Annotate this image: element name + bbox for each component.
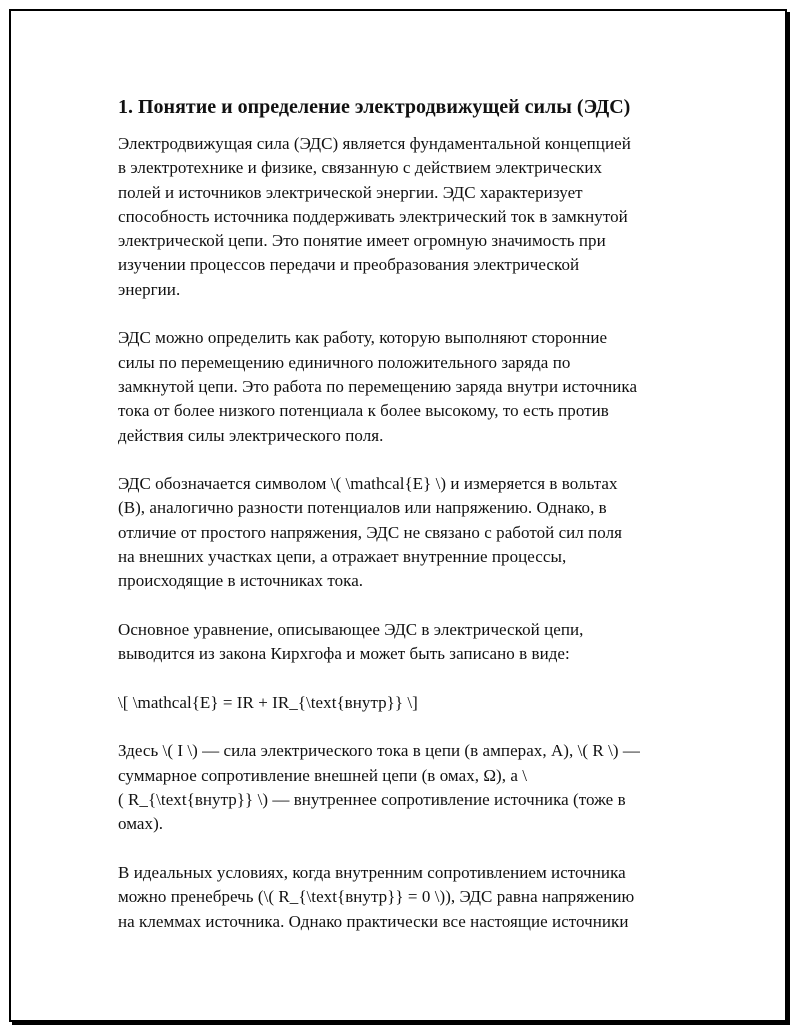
document-body	[118, 93, 688, 958]
section-heading: 1. Понятие и определение электродвижущей силы (ЭДС)	[118, 96, 631, 118]
text-line: можно пренебречь (\( R_{\text{внутр}} = 0 \)), ЭДС равна напряжению	[118, 887, 635, 907]
text-line: (В), аналогично разности потенциалов или напряжению. Однако, в	[118, 498, 607, 518]
text-line: на клеммах источника. Однако практически все настоящие источники	[118, 911, 629, 931]
text-line: ЭДС обозначается символом \( \mathcal{E} \) и измеряется в вольтах	[118, 474, 618, 494]
text-line: на внешних участках цепи, а отражает внутренние процессы,	[118, 547, 567, 567]
text-line: Основное уравнение, описывающее ЭДС в электрической цепи,	[118, 619, 584, 639]
text-line: силы по перемещению единичного положительного заряда по	[118, 352, 571, 372]
text-line: ЭДС можно определить как работу, которую выполняют сторонние	[118, 328, 608, 348]
text-line: способность источника поддерживать электрический ток в замкнутой	[118, 206, 628, 226]
paragraph-ideal-conditions	[118, 861, 688, 934]
paragraph-variables	[118, 739, 688, 836]
text-line: тока от более низкого потенциала к более высокому, то есть против	[118, 401, 609, 421]
text-line: Здесь \( I \) — сила электрического тока в цепи (в амперах, А), \( R \) —	[118, 741, 640, 761]
text-line: энергии.	[118, 279, 181, 299]
text-line: Электродвижущая сила (ЭДС) является фундаментальной концепцией	[118, 134, 631, 153]
text-line: омах).	[118, 814, 164, 834]
paragraph-definition	[118, 326, 688, 447]
text-line: ( R_{\text{внутр}} \) — внутреннее сопротивление источника (тоже в	[118, 790, 626, 810]
text-line: выводится из закона Кирхгофа и может быть записано в виде:	[118, 644, 570, 664]
text-line: суммарное сопротивление внешней цепи (в омах, Ω), а \	[118, 765, 528, 785]
text-line: изучении процессов передачи и преобразования электрической	[118, 255, 580, 275]
equation-line	[118, 691, 688, 715]
text-line: \[ \mathcal{E} = IR + IR_{\text{внутр}} \]	[118, 692, 418, 712]
paragraph-equation-intro	[118, 618, 688, 667]
text-line: замкнутой цепи. Это работа по перемещению заряда внутри источника	[118, 376, 638, 396]
text-line: отличие от простого напряжения, ЭДС не связано с работой сил поля	[118, 522, 623, 542]
text-line: электрической цепи. Это понятие имеет огромную значимость при	[118, 231, 606, 251]
text-line: в электротехнике и физике, связанную с действием электрических	[118, 158, 603, 178]
text-line: действия силы электрического поля.	[118, 425, 384, 445]
paragraph-intro	[118, 132, 688, 302]
text-line: происходящие в источниках тока.	[118, 571, 364, 591]
text-line: полей и источников электрической энергии. ЭДС характеризует	[118, 182, 583, 202]
paragraph-notation	[118, 472, 688, 593]
text-line: В идеальных условиях, когда внутренним сопротивлением источника	[118, 862, 626, 882]
